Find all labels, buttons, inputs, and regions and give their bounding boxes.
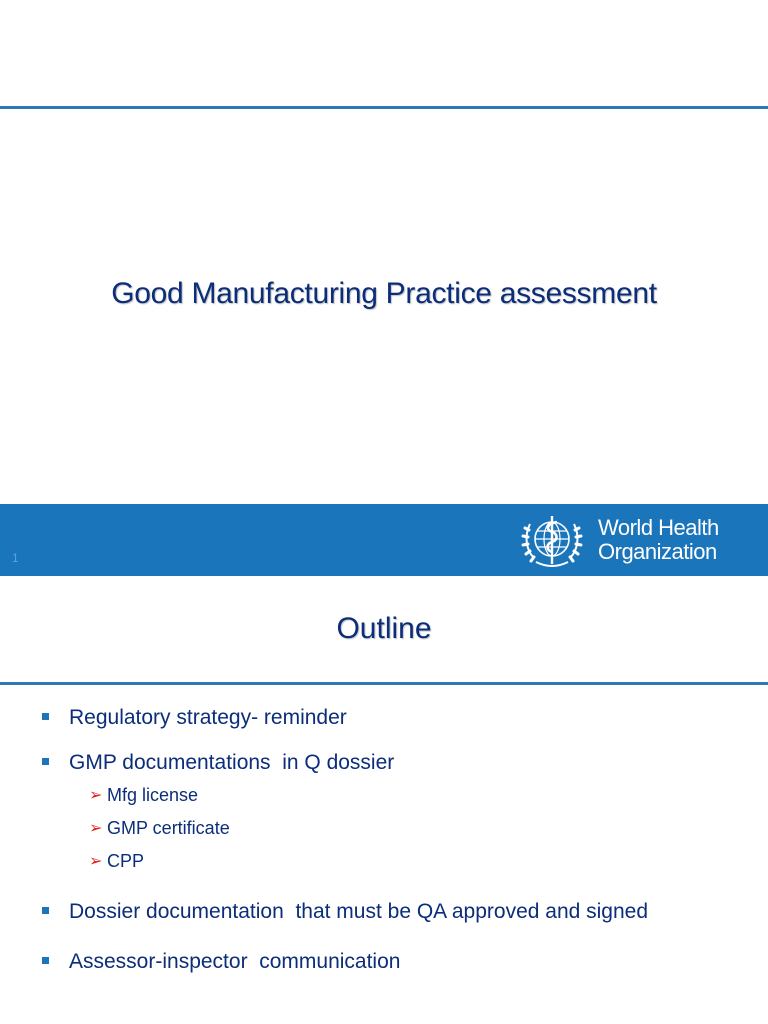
list-item-text: Dossier documentation that must be QA approved and signed — [69, 900, 649, 923]
who-emblem-icon — [520, 508, 584, 572]
who-wordmark-line1: World Health — [598, 515, 719, 540]
arrow-bullet-icon: ➢ — [89, 820, 103, 837]
arrow-bullet-icon: ➢ — [89, 853, 103, 870]
sub-list — [69, 779, 730, 878]
sub-list-item — [89, 812, 730, 845]
list-item — [40, 946, 730, 978]
list-item-text: Assessor-inspector communication — [69, 950, 401, 973]
slide-title: Good Manufacturing Practice assessment — [111, 277, 657, 310]
header-rule — [0, 682, 768, 685]
list-item — [40, 896, 730, 928]
square-bullet-icon — [42, 713, 49, 720]
list-item-text: Regulatory strategy- reminder — [69, 706, 347, 729]
outline-slide — [0, 576, 768, 1024]
square-bullet-icon — [42, 957, 49, 964]
sub-item-text: GMP certificate — [107, 818, 230, 838]
sub-item-text: Mfg license — [107, 785, 199, 805]
header-rule — [0, 106, 768, 109]
square-bullet-icon — [42, 907, 49, 914]
square-bullet-icon — [42, 758, 49, 765]
sub-list-item — [89, 779, 730, 812]
who-wordmark — [598, 516, 719, 564]
list-item — [40, 747, 730, 878]
bullet-list — [40, 702, 730, 978]
list-item — [40, 702, 730, 734]
arrow-bullet-icon: ➢ — [89, 787, 103, 804]
sub-list-item — [89, 845, 730, 878]
slide-number: 1 — [12, 551, 19, 565]
footer-band — [0, 504, 768, 576]
slide-title: Outline — [336, 612, 432, 645]
list-item-text: GMP documentations in Q dossier — [69, 751, 395, 774]
who-wordmark-line2: Organization — [598, 539, 717, 564]
sub-item-text: CPP — [107, 851, 145, 871]
